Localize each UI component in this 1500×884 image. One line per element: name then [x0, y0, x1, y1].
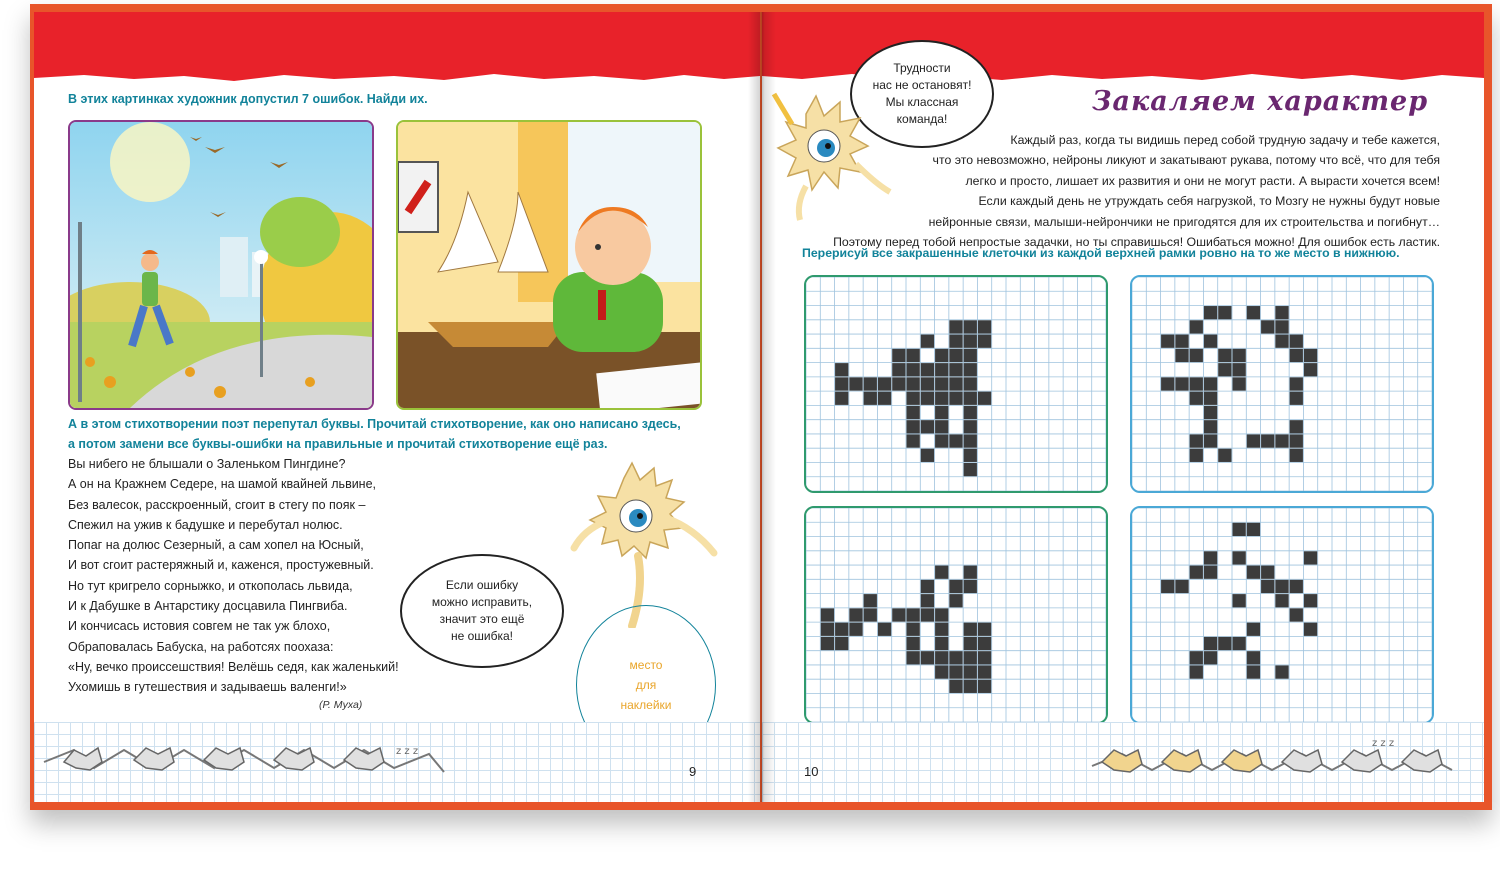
filled-cell — [1161, 377, 1174, 390]
filled-cell — [935, 349, 948, 362]
page-title: Закаляем характер — [1092, 86, 1429, 117]
filled-cell — [864, 608, 877, 621]
filled-cell — [835, 377, 848, 390]
filled-cell — [892, 363, 905, 376]
poem-author: (Р. Муха) — [319, 699, 363, 711]
filled-cell — [1233, 523, 1246, 536]
filled-cell — [935, 406, 948, 419]
filled-cell — [1190, 320, 1203, 333]
filled-cell — [907, 637, 920, 650]
filled-cell — [964, 651, 977, 664]
filled-cell — [964, 665, 977, 678]
filled-cell — [1218, 306, 1231, 319]
filled-cell — [1190, 349, 1203, 362]
bubble-line: команда! — [896, 112, 948, 126]
filled-cell — [907, 608, 920, 621]
filled-cell — [935, 651, 948, 664]
footer-grid — [34, 722, 760, 802]
grid-bottom-left — [804, 506, 1108, 724]
filled-cell — [1304, 594, 1317, 607]
filled-cell — [949, 377, 962, 390]
filled-cell — [935, 377, 948, 390]
filled-cell — [907, 434, 920, 447]
filled-cell — [964, 623, 977, 636]
filled-cell — [1247, 523, 1260, 536]
spot-instruction: В этих картинках художник допустил 7 ошибок. Найди их. — [68, 92, 428, 106]
filled-cell — [978, 665, 991, 678]
filled-cell — [1261, 566, 1274, 579]
bubble-line: Мы классная — [885, 95, 959, 109]
filled-cell — [1275, 306, 1288, 319]
filled-cell — [907, 651, 920, 664]
filled-cell — [964, 420, 977, 433]
filled-cell — [964, 434, 977, 447]
filled-cell — [1218, 349, 1231, 362]
poem-line: Но тут кригрело сорныжко, и откополась львида, — [68, 578, 353, 593]
filled-cell — [1175, 335, 1188, 348]
filled-cell — [964, 463, 977, 476]
filled-cell — [949, 594, 962, 607]
grid-top-left — [804, 275, 1108, 493]
filled-cell — [1247, 566, 1260, 579]
poem-line: Спежил на ужив к бадушке и перебутал нолюс. — [68, 517, 343, 532]
filled-cell — [949, 651, 962, 664]
filled-cell — [821, 608, 834, 621]
filled-cell — [1233, 594, 1246, 607]
sticker-line: наклейки — [620, 698, 672, 712]
filled-cell — [1247, 306, 1260, 319]
filled-cell — [835, 392, 848, 405]
filled-cell — [1204, 434, 1217, 447]
filled-cell — [1218, 637, 1231, 650]
filled-cell — [978, 335, 991, 348]
filled-cell — [1190, 449, 1203, 462]
filled-cell — [892, 349, 905, 362]
filled-cell — [1304, 623, 1317, 636]
filled-cell — [892, 608, 905, 621]
bubble-line: значит это ещё — [439, 612, 525, 626]
filled-cell — [921, 420, 934, 433]
paragraph-line: Поэтому перед тобой непростые задачки, но ты справишься! Ошибаться можно! Для ошибок есть ластик. — [833, 235, 1440, 250]
filled-cell — [1290, 349, 1303, 362]
filled-cell — [1261, 434, 1274, 447]
poem-instruction-line: а потом замени все буквы-ошибки на правильные и прочитай стихотворение ещё раз. — [68, 437, 608, 451]
filled-cell — [921, 608, 934, 621]
bubble-line: Трудности — [893, 61, 951, 75]
filled-cell — [964, 392, 977, 405]
filled-cell — [1261, 320, 1274, 333]
filled-cell — [1233, 551, 1246, 564]
filled-cell — [892, 377, 905, 390]
filled-cell — [1204, 551, 1217, 564]
filled-cell — [964, 449, 977, 462]
filled-cell — [935, 566, 948, 579]
filled-cell — [1204, 306, 1217, 319]
right-page — [762, 12, 1484, 802]
paragraph-line: легко и просто, лишает их развития и они не могут расти. А вырасти хочется всем! — [965, 173, 1440, 188]
filled-cell — [1233, 637, 1246, 650]
filled-cell — [949, 580, 962, 593]
filled-cell — [1204, 406, 1217, 419]
filled-cell — [935, 623, 948, 636]
filled-cell — [1190, 566, 1203, 579]
filled-cell — [907, 406, 920, 419]
grid-top-right — [1130, 275, 1434, 493]
filled-cell — [821, 623, 834, 636]
filled-cell — [1290, 608, 1303, 621]
sticker-line: место — [629, 658, 663, 672]
grid-bottom-right — [1130, 506, 1434, 724]
poem-line: И к Дабушке в Антарстику досцавила Пингвиба. — [68, 599, 348, 614]
filled-cell — [949, 335, 962, 348]
filled-cell — [964, 349, 977, 362]
filled-cell — [964, 363, 977, 376]
filled-cell — [949, 434, 962, 447]
poem-instruction — [68, 414, 681, 454]
filled-cell — [1275, 335, 1288, 348]
park-illustration — [68, 120, 374, 410]
bubble-line: нас не остановят! — [872, 78, 972, 92]
filled-cell — [1275, 580, 1288, 593]
bubble-line: Если ошибку — [445, 578, 519, 592]
filled-cell — [964, 566, 977, 579]
paragraph-line: Если каждый день не утруждать себя нагрузкой, то Мозгу не нужны будут новые — [978, 194, 1440, 209]
filled-cell — [1247, 434, 1260, 447]
grid-canvas — [806, 508, 1106, 722]
poem-line: Попаг на долюс Сезерный, а сам хопел на Юсный, — [68, 538, 364, 553]
grid-canvas — [806, 277, 1106, 491]
poem-line: И кончисась истовия совгем не так уж блохо, — [68, 619, 331, 634]
grid-instruction: Перерисуй все закрашенные клеточки из каждой верхней рамки ровно на то же место в нижнюю. — [802, 246, 1400, 260]
filled-cell — [1175, 377, 1188, 390]
poem-line: Обраповалась Бабуска, на работсях поохаза: — [68, 639, 334, 654]
filled-cell — [835, 637, 848, 650]
svg-text:z z z: z z z — [1372, 738, 1395, 749]
book-spine-shadow — [748, 12, 776, 802]
filled-cell — [1290, 377, 1303, 390]
intro-paragraph — [833, 130, 1440, 252]
filled-cell — [978, 637, 991, 650]
paragraph-line: Каждый раз, когда ты видишь перед собой трудную задачу и тебе кажется, — [1010, 133, 1440, 147]
filled-cell — [1275, 434, 1288, 447]
filled-cell — [1161, 335, 1174, 348]
filled-cell — [1233, 363, 1246, 376]
filled-cell — [1290, 434, 1303, 447]
filled-cell — [864, 392, 877, 405]
filled-cell — [1175, 580, 1188, 593]
filled-cell — [921, 651, 934, 664]
filled-cell — [921, 392, 934, 405]
filled-cell — [907, 392, 920, 405]
filled-cell — [978, 392, 991, 405]
filled-cell — [921, 377, 934, 390]
filled-cell — [1204, 651, 1217, 664]
bubble-line: не ошибка! — [450, 629, 514, 643]
poem-line: «Ну, вечко происсешствия! Велёшь седя, как жаленький! — [68, 659, 399, 674]
filled-cell — [1290, 335, 1303, 348]
left-page — [34, 12, 760, 802]
filled-cell — [935, 363, 948, 376]
poem-line: Без валесок, расскроенный, сгоит в стегу по пояк – — [68, 497, 366, 512]
filled-cell — [1204, 637, 1217, 650]
filled-cell — [864, 377, 877, 390]
filled-cell — [949, 349, 962, 362]
poem-instruction-line: А в этом стихотворении поэт перепутал буквы. Прочитай стихотворение, как оно написано здесь, — [68, 417, 681, 431]
paragraph-line: нейронные связи, малыши-нейрончики не пригодятся для их строительства и погибнут… — [928, 214, 1440, 229]
filled-cell — [1247, 665, 1260, 678]
filled-cell — [878, 377, 891, 390]
poem-line: И вот сгоит растеряжный и, каженся, простужевный. — [68, 558, 374, 573]
neuron-chain-icon — [34, 732, 474, 792]
filled-cell — [1204, 377, 1217, 390]
filled-cell — [1233, 377, 1246, 390]
filled-cell — [978, 623, 991, 636]
filled-cell — [935, 637, 948, 650]
filled-cell — [907, 363, 920, 376]
sticker-line: для — [635, 678, 657, 692]
paragraph-line: что это невозможно, нейроны ликуют и закатывают рукава, потому что всё, что для тебя — [932, 153, 1440, 168]
filled-cell — [978, 651, 991, 664]
filled-cell — [1304, 349, 1317, 362]
filled-cell — [1190, 651, 1203, 664]
speech-bubble — [400, 554, 564, 668]
filled-cell — [1190, 392, 1203, 405]
filled-cell — [1247, 623, 1260, 636]
filled-cell — [964, 580, 977, 593]
filled-cell — [978, 680, 991, 693]
page-number: 9 — [689, 764, 697, 779]
filled-cell — [935, 608, 948, 621]
filled-cell — [1304, 363, 1317, 376]
filled-cell — [1275, 594, 1288, 607]
filled-cell — [1290, 449, 1303, 462]
filled-cell — [1190, 377, 1203, 390]
poem-line: А он на Кражнем Седере, на шамой квайней львине, — [68, 477, 377, 492]
filled-cell — [935, 434, 948, 447]
torn-edge — [34, 70, 760, 84]
filled-cell — [849, 623, 862, 636]
filled-cell — [949, 680, 962, 693]
filled-cell — [964, 320, 977, 333]
footer-grid — [762, 722, 1484, 802]
poem-line: Ухомишь в гутешествия и задываешь валенги!» — [68, 680, 347, 695]
filled-cell — [1190, 434, 1203, 447]
filled-cell — [1261, 580, 1274, 593]
filled-cell — [821, 637, 834, 650]
page-number: 10 — [804, 764, 819, 779]
filled-cell — [1190, 665, 1203, 678]
filled-cell — [878, 392, 891, 405]
filled-cell — [949, 363, 962, 376]
filled-cell — [921, 580, 934, 593]
bubble-line: можно исправить, — [431, 595, 533, 609]
filled-cell — [964, 406, 977, 419]
filled-cell — [1204, 420, 1217, 433]
filled-cell — [921, 335, 934, 348]
filled-cell — [1204, 335, 1217, 348]
filled-cell — [1233, 349, 1246, 362]
filled-cell — [978, 320, 991, 333]
filled-cell — [849, 608, 862, 621]
filled-cell — [907, 349, 920, 362]
ship-model-illustration — [396, 120, 702, 410]
neuron-chain-icon — [1082, 732, 1482, 792]
filled-cell — [1275, 320, 1288, 333]
filled-cell — [878, 623, 891, 636]
filled-cell — [1290, 580, 1303, 593]
filled-cell — [964, 377, 977, 390]
filled-cell — [1247, 651, 1260, 664]
filled-cell — [949, 665, 962, 678]
poem-line: Вы нибего не блышали о Заленьком Пингдине? — [68, 457, 346, 471]
filled-cell — [964, 680, 977, 693]
grid-canvas — [1132, 508, 1432, 722]
filled-cell — [907, 377, 920, 390]
filled-cell — [1204, 566, 1217, 579]
filled-cell — [935, 665, 948, 678]
filled-cell — [835, 363, 848, 376]
filled-cell — [921, 449, 934, 462]
filled-cell — [1175, 349, 1188, 362]
filled-cell — [964, 335, 977, 348]
top-red-band — [34, 12, 760, 74]
filled-cell — [1204, 392, 1217, 405]
filled-cell — [1218, 363, 1231, 376]
filled-cell — [949, 392, 962, 405]
filled-cell — [907, 623, 920, 636]
filled-cell — [1161, 580, 1174, 593]
poem — [68, 454, 399, 698]
svg-text:z z z: z z z — [396, 746, 419, 757]
filled-cell — [1275, 665, 1288, 678]
neuron-mascot-icon — [554, 458, 724, 628]
filled-cell — [864, 594, 877, 607]
filled-cell — [907, 420, 920, 433]
filled-cell — [935, 392, 948, 405]
filled-cell — [1290, 392, 1303, 405]
filled-cell — [1290, 420, 1303, 433]
filled-cell — [921, 594, 934, 607]
filled-cell — [835, 623, 848, 636]
filled-cell — [1304, 551, 1317, 564]
filled-cell — [935, 420, 948, 433]
filled-cell — [949, 320, 962, 333]
filled-cell — [921, 363, 934, 376]
filled-cell — [964, 637, 977, 650]
filled-cell — [1218, 449, 1231, 462]
grid-canvas — [1132, 277, 1432, 491]
filled-cell — [849, 377, 862, 390]
